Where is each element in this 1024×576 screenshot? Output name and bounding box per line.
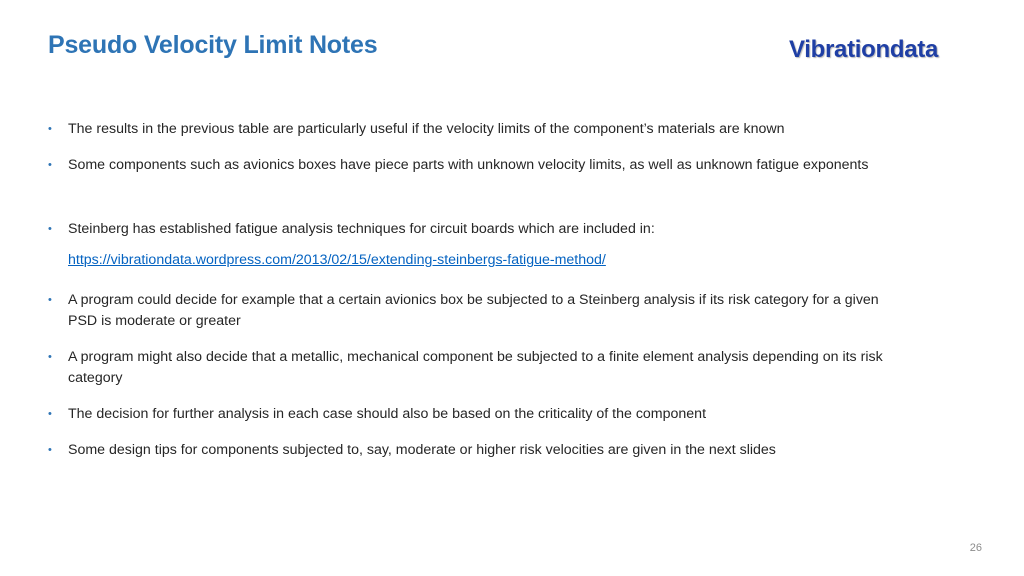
bullet-item	[48, 119, 898, 140]
bullet-icon: •	[48, 408, 52, 420]
slide-title: Pseudo Velocity Limit Notes	[48, 31, 378, 59]
bullet-text: A program might also decide that a metallic, mechanical component be subjected to a finite element analysis depending on its risk category	[68, 349, 883, 386]
bullet-icon: •	[48, 294, 52, 306]
bullet-item	[48, 404, 898, 425]
bullet-item	[48, 440, 898, 461]
page-number: 26	[969, 542, 982, 554]
bullet-item	[48, 290, 898, 332]
bullet-item	[48, 155, 898, 176]
bullet-icon: •	[48, 123, 52, 135]
bullet-item	[48, 347, 898, 389]
bullet-icon: •	[48, 223, 52, 235]
bullet-icon: •	[48, 444, 52, 456]
bullet-icon: •	[48, 351, 52, 363]
bullet-text: The decision for further analysis in each case should also be based on the criticality of the component	[68, 406, 707, 422]
bullet-text: A program could decide for example that a certain avionics box be subjected to a Steinberg analysis if its risk category for a given PSD is moderate or greater	[68, 292, 879, 329]
bullet-item	[48, 219, 898, 240]
steinberg-fatigue-link[interactable]: https://vibrationdata.wordpress.com/2013/02/15/extending-steinbergs-fatigue-method/	[68, 252, 606, 268]
bullet-text: Some components such as avionics boxes have piece parts with unknown velocity limits, as well as unknown fatigue exponents	[68, 157, 869, 173]
brand-logo-text: Vibrationdata	[789, 36, 939, 63]
bullet-text: Steinberg has established fatigue analysis techniques for circuit boards which are included in:	[68, 221, 655, 237]
bullet-icon: •	[48, 159, 52, 171]
bullet-text: Some design tips for components subjected to, say, moderate or higher risk velocities are given in the next slides	[68, 442, 776, 458]
bullet-text: The results in the previous table are particularly useful if the velocity limits of the component’s materials are known	[68, 121, 785, 137]
